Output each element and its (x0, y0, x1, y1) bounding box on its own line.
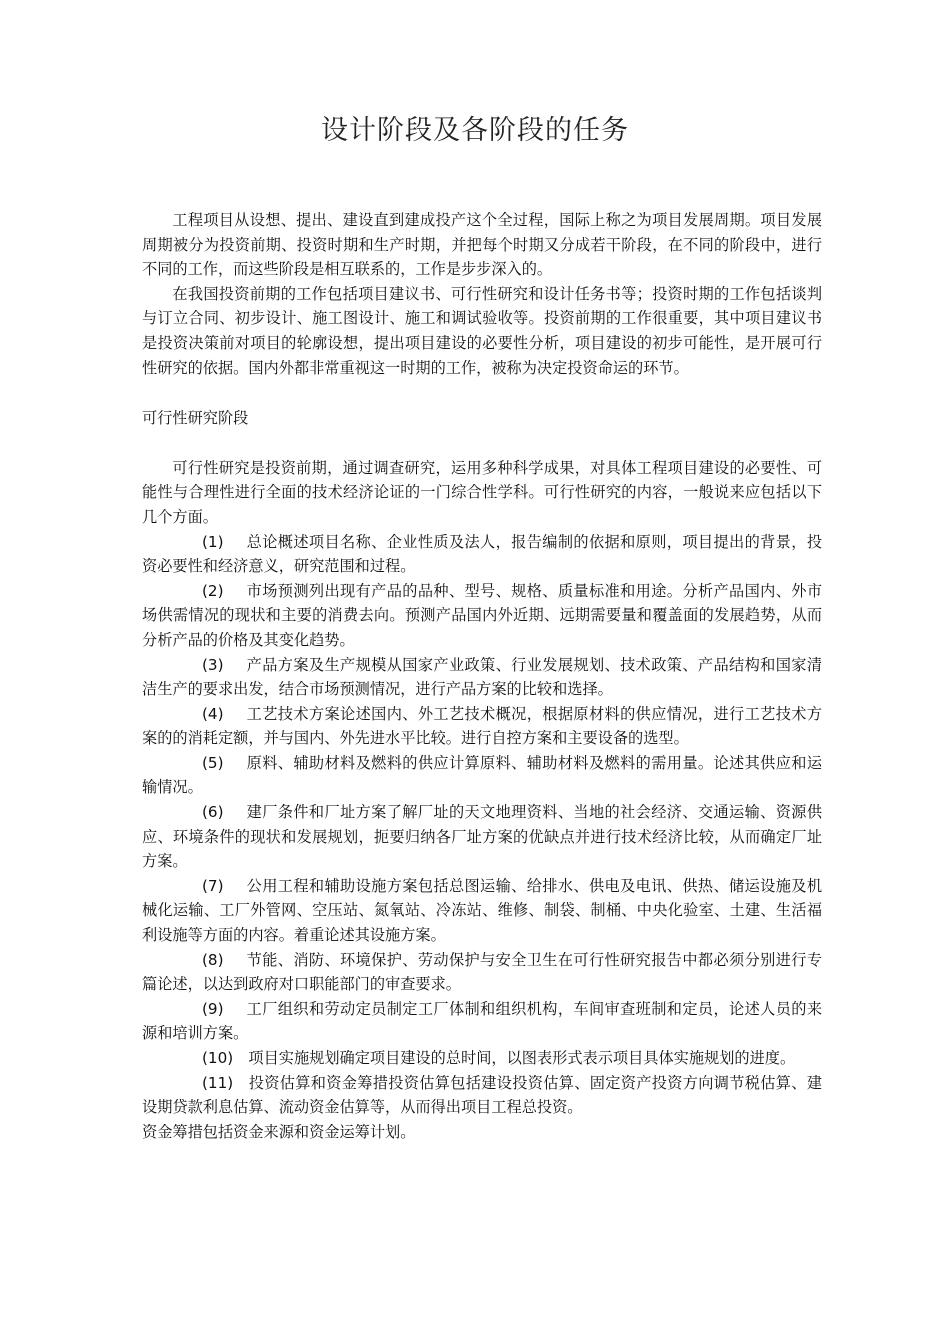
item-number: (5) (202, 753, 224, 772)
list-item (142, 579, 822, 653)
document-body (142, 208, 822, 1144)
list-item (142, 1046, 822, 1071)
item-text: 总论概述项目名称、企业性质及法人，报告编制的依据和原则，项目提出的背景，投资必要性和经济意义，研究范围和过程。 (142, 532, 822, 576)
item-number: (1) (202, 532, 224, 551)
item-text: 工艺技术方案论述国内、外工艺技术概况，根据原材料的供应情况，进行工艺技术方案的的消耗定额，并与国内、外先进水平比较。进行自控方案和主要设备的选型。 (142, 704, 822, 748)
item-text: 项目实施规划确定项目建设的总时间，以图表形式表示项目具体实施规划的进度。 (248, 1049, 796, 1067)
intro-paragraph-2: 在我国投资前期的工作包括项目建议书、可行性研究和设计任务书等；投资时期的工作包括谈判与订立合同、初步设计、施工图设计、施工和调试验收等。投资前期的工作很重要，其中项目建议书是投资决策前对项目的轮廓设想，提出项目建设的必要性分析，项目建设的初步可能性，是开展可行性研究的依据。国内外都非常重视这一时期的工作，被称为决定投资命运的环节。 (142, 284, 822, 377)
item-number: (10) (202, 1049, 234, 1067)
list-item (142, 948, 822, 997)
item-text: 原料、辅助材料及燃料的供应计算原料、辅助材料及燃料的需用量。论述其供应和运输情况。 (142, 753, 822, 797)
item-text: 市场预测列出现有产品的品种、型号、规格、质量标准和用途。分析产品国内、外市场供需情况的现状和主要的消费去向。预测产品国内外近期、远期需要量和覆盖面的发展趋势，从而分析产品的价格及其变化趋势。 (142, 581, 822, 649)
item-text: 公用工程和辅助设施方案包括总图运输、给排水、供电及电讯、供热、储运设施及机械化运输、工厂外管网、空压站、氮氧站、冷冻站、维修、制袋、制桶、中央化验室、土建、生活福利设施等方面的内容。着重论述其设施方案。 (142, 876, 822, 945)
list-item (142, 997, 822, 1046)
section-intro-paragraph: 可行性研究是投资前期，通过调查研究，运用多种科学成果，对具体工程项目建设的必要性、可能性与合理性进行全面的技术经济论证的一门综合性学科。可行性研究的内容，一般说来应包括以下几个方面。 (142, 458, 822, 526)
item-text: 节能、消防、环境保护、劳动保护与安全卫生在可行性研究报告中都必须分别进行专篇论述，以达到政府对口职能部门的审查要求。 (142, 950, 822, 994)
list-item (142, 751, 822, 800)
item-number: (11) (202, 1073, 234, 1092)
section-heading: 可行性研究阶段 (142, 409, 249, 428)
list-item (142, 1071, 822, 1120)
item-text: 工厂组织和劳动定员制定工厂体制和组织机构，车间审查班制和定员，论述人员的来源和培训方案。 (142, 999, 822, 1043)
item-number: (8) (202, 950, 224, 969)
item-text: 建厂条件和厂址方案了解厂址的天文地理资料、当地的社会经济、交通运输、资源供应、环境条件的现状和发展规划，扼要归纳各厂址方案的优缺点并进行技术经济比较，从而确定厂址方案。 (142, 803, 822, 871)
list-item (142, 800, 822, 874)
intro-paragraph-1: 工程项目从设想、提出、建设直到建成投产这个全过程，国际上称之为项目发展周期。项目发展周期被分为投资前期、投资时期和生产时期，并把每个时期又分成若干阶段，在不同的阶段中，进行不同的工作，而这些阶段是相互联系的，工作是步步深入的。 (142, 211, 822, 279)
item-number: (7) (202, 876, 224, 895)
list-item (142, 702, 822, 751)
item-number: (4) (202, 704, 224, 723)
list-item (142, 874, 822, 948)
item-number: (6) (202, 803, 224, 822)
item-text: 产品方案及生产规模从国家产业政策、行业发展规划、技术政策、产品结构和国家清洁生产的要求出发，结合市场预测情况，进行产品方案的比较和选择。 (142, 655, 822, 699)
item-number: (9) (202, 999, 224, 1018)
list-item (142, 653, 822, 702)
closing-line: 资金筹措包括资金来源和资金运筹计划。 (142, 1122, 416, 1141)
list-item (142, 530, 822, 579)
page-title: 设计阶段及各阶段的任务 (321, 115, 629, 146)
item-number: (3) (202, 655, 224, 674)
item-text: 投资估算和资金筹措投资估算包括建设投资估算、固定资产投资方向调节税估算、建设期贷款利息估算、流动资金估算等，从而得出项目工程总投资。 (142, 1073, 822, 1117)
item-number: (2) (202, 581, 224, 600)
